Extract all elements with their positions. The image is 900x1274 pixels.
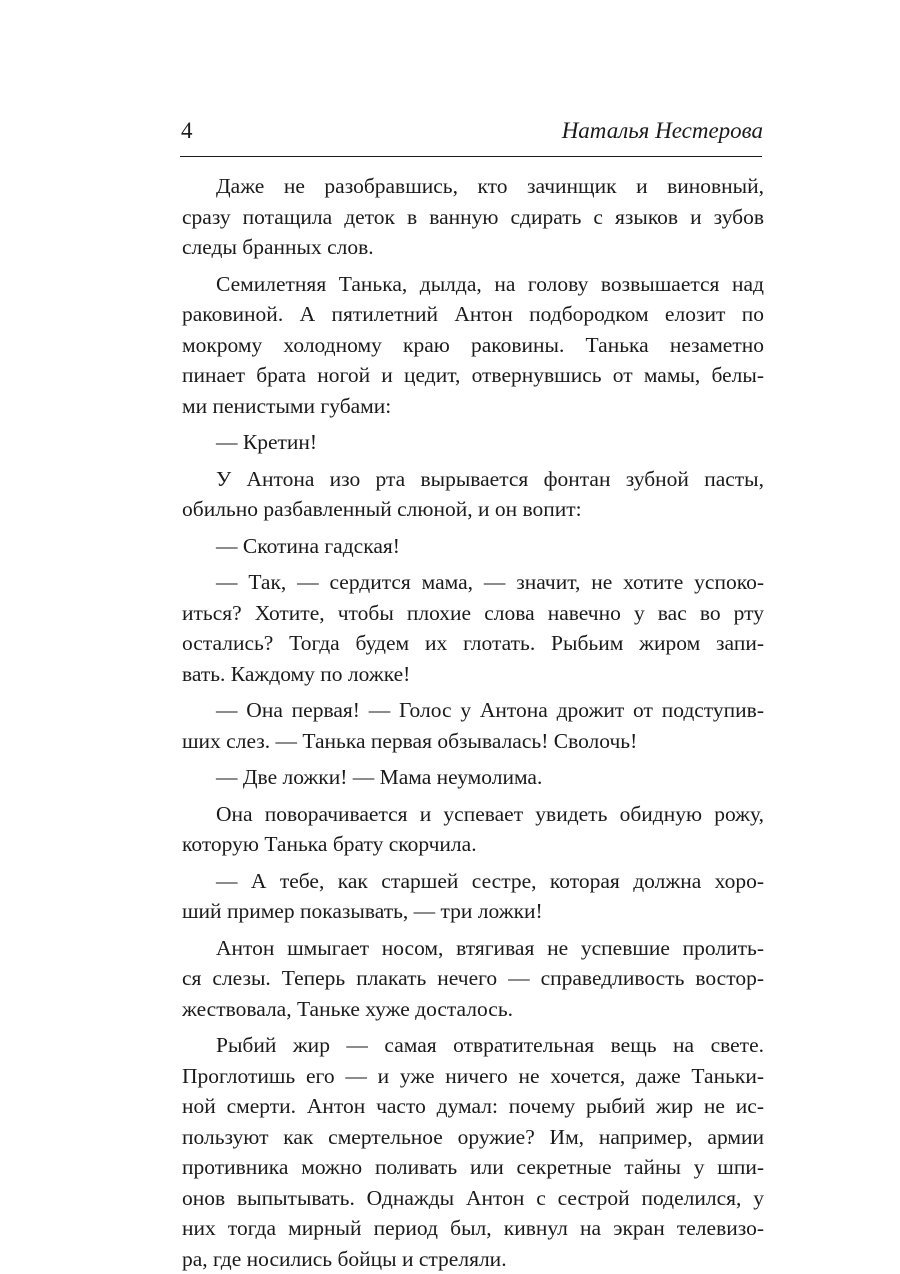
text-line: — Так, — сердится мама, — значит, не хотите успоко- — [182, 567, 764, 598]
paragraph — [182, 799, 764, 860]
text-line: пинает брата ногой и цедит, отвернувшись от мамы, белы- — [182, 360, 764, 391]
text-line: мокрому холодному краю раковины. Танька незаметно — [182, 330, 764, 361]
text-line: которую Танька брату скорчила. — [182, 829, 764, 860]
paragraph — [182, 866, 764, 927]
paragraph — [182, 1030, 764, 1274]
text-line: онов выпытывать. Однажды Антон с сестрой поделился, у — [182, 1183, 764, 1214]
text-line: сразу потащила деток в ванную сдирать с языков и зубов — [182, 202, 764, 233]
text-line: вать. Каждому по ложке! — [182, 659, 764, 690]
text-line: У Антона изо рта вырывается фонтан зубной пасты, — [182, 464, 764, 495]
paragraph — [182, 762, 764, 793]
text-line: иться? Хотите, чтобы плохие слова навечно у вас во рту — [182, 598, 764, 629]
text-line: — Две ложки! — Мама неумолима. — [182, 762, 764, 793]
text-line: — Кретин! — [182, 427, 764, 458]
text-line: Даже не разобравшись, кто зачинщик и виновный, — [182, 171, 764, 202]
text-line: ми пенистыми губами: — [182, 391, 764, 422]
paragraph — [182, 695, 764, 756]
text-line: — Скотина гадская! — [182, 531, 764, 562]
paragraph — [182, 171, 764, 263]
text-line: ра, где носились бойцы и стреляли. — [182, 1244, 764, 1274]
text-line: — Она первая! — Голос у Антона дрожит от подступив- — [182, 695, 764, 726]
paragraph — [182, 427, 764, 458]
text-line: Семилетняя Танька, дылда, на голову возвышается над — [182, 269, 764, 300]
paragraph — [182, 933, 764, 1025]
text-line: ся слезы. Теперь плакать нечего — справедливость востор- — [182, 963, 764, 994]
text-line: Она поворачивается и успевает увидеть обидную рожу, — [182, 799, 764, 830]
paragraph — [182, 567, 764, 689]
body-text — [182, 171, 764, 1274]
page-number: 4 — [181, 116, 193, 146]
text-line: ной смерти. Антон часто думал: почему рыбий жир не ис- — [182, 1091, 764, 1122]
text-line: ший пример показывать, — три ложки! — [182, 896, 764, 927]
text-line: них тогда мирный период был, кивнул на экран телевизо- — [182, 1213, 764, 1244]
text-line: обильно разбавленный слюной, и он вопит: — [182, 494, 764, 525]
text-line: ших слез. — Танька первая обзывалась! Сволочь! — [182, 726, 764, 757]
paragraph — [182, 269, 764, 422]
text-line: остались? Тогда будем их глотать. Рыбьим жиром запи- — [182, 628, 764, 659]
text-line: противника можно поливать или секретные тайны у шпи- — [182, 1152, 764, 1183]
text-line: Антон шмыгает носом, втягивая не успевшие пролить- — [182, 933, 764, 964]
paragraph — [182, 531, 764, 562]
paragraph — [182, 464, 764, 525]
text-line: следы бранных слов. — [182, 232, 764, 263]
running-header-author: Наталья Нестерова — [562, 116, 763, 146]
text-line: раковиной. А пятилетний Антон подбородком елозит по — [182, 299, 764, 330]
text-line: пользуют как смертельное оружие? Им, например, армии — [182, 1122, 764, 1153]
text-line: Рыбий жир — самая отвратительная вещь на свете. — [182, 1030, 764, 1061]
text-line: жествовала, Таньке хуже досталось. — [182, 994, 764, 1025]
header-rule — [180, 156, 762, 157]
text-line: Проглотишь его — и уже ничего не хочется, даже Таньки- — [182, 1061, 764, 1092]
text-line: — А тебе, как старшей сестре, которая должна хоро- — [182, 866, 764, 897]
